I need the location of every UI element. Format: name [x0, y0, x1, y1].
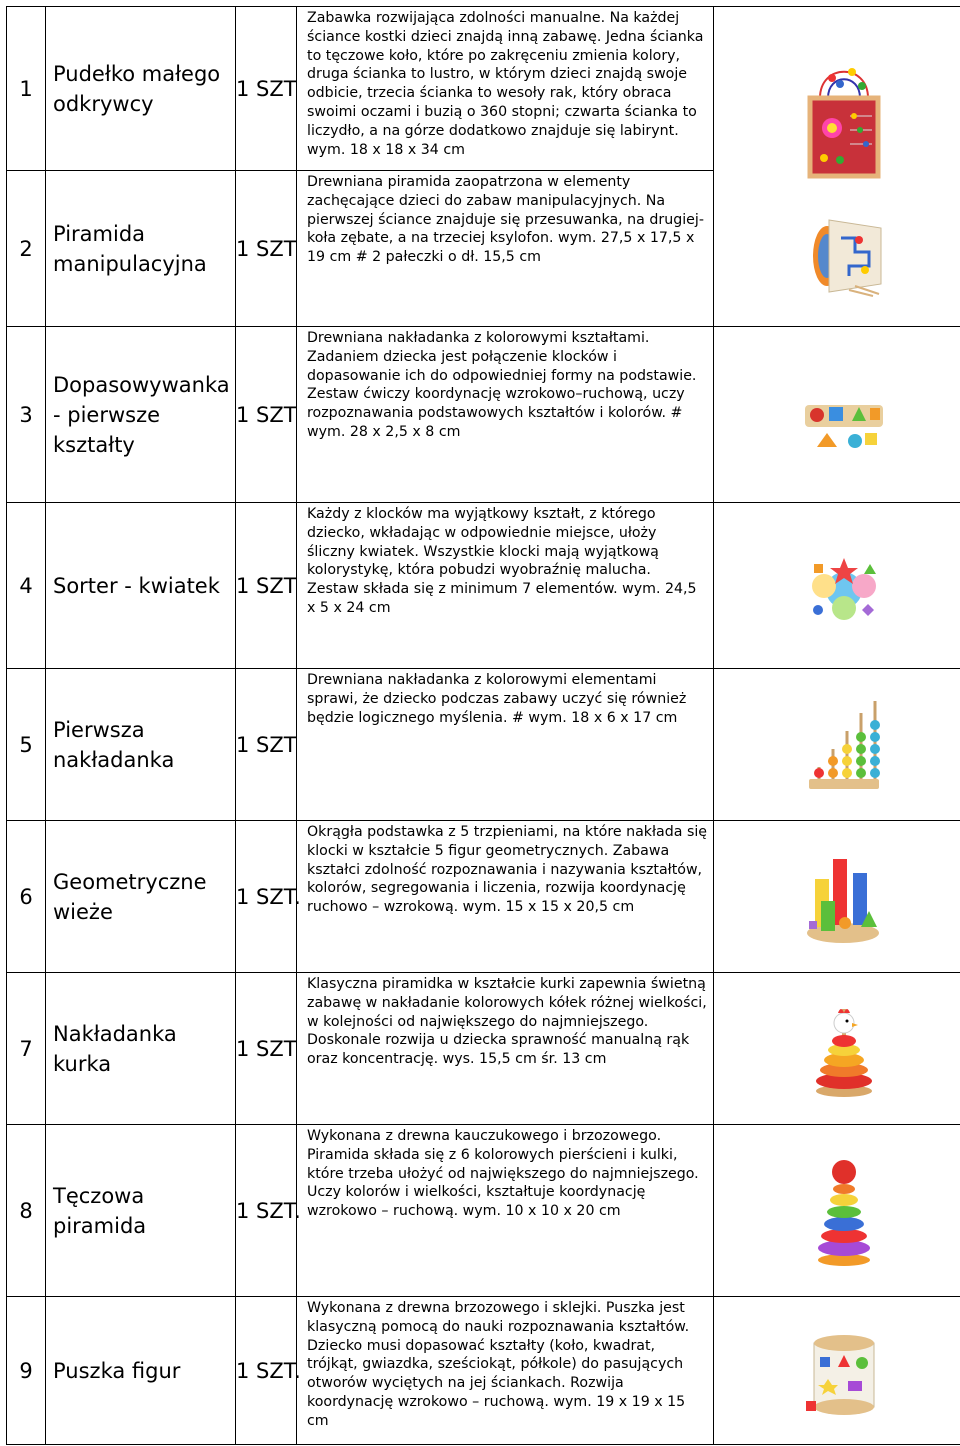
- table-row: [7, 1297, 960, 1445]
- product-image-cell: [714, 1125, 960, 1297]
- product-image-cell: [714, 669, 960, 821]
- quantity: 1 SZT: [236, 7, 297, 171]
- product-description: Wykonana z drewna kauczukowego i brzozowego. Piramida składa się z 6 kolorowych pierścieni i kulki, które trzeba ułożyć od największego do najmniejszego. Uczy kolorów i wielkości, kształtuje koordynację wzrokowo – ruchową. wym. 10 x 10 x 20 cm: [297, 1125, 714, 1297]
- row-number: 3: [7, 327, 46, 503]
- product-image-cell: [714, 821, 960, 973]
- product-name: Piramida manipulacyjna: [46, 171, 236, 327]
- row-number: 4: [7, 503, 46, 669]
- product-image-cell: [714, 7, 960, 327]
- quantity: 1 SZT: [236, 503, 297, 669]
- product-name: Puszka figur: [46, 1297, 236, 1445]
- table-row: [7, 503, 960, 669]
- product-name: Pierwsza nakładanka: [46, 669, 236, 821]
- activity-cube-image: [802, 58, 886, 180]
- product-description: Klasyczna piramidka w kształcie kurki zapewnia świetną zabawę w nakładanie kolorowych kółek różnej wielkości, w kolejności od największego do najmniejszego. Doskonale rozwija u dziecka sprawność manualną rąk oraz koncentrację. wys. 15,5 cm śr. 13 cm: [297, 973, 714, 1125]
- product-description: Wykonana z drewna brzozowego i sklejki. Puszka jest klasyczną pomocą do nauki rozpoznawania kształtów. Dziecko musi dopasować kształty (koło, kwadrat, trójkąt, gwiazdka, sześciokąt, półkole) do pasujących otworów wyciętych na jej ściankach. Rozwija koordynację wzrokowo – ruchową. wym. 19 x 19 x 15 cm: [297, 1297, 714, 1445]
- table-row: [7, 669, 960, 821]
- product-description: Drewniana nakładanka z kolorowymi elementami sprawi, że dziecko podczas zabawy uczyć się również będzie logicznego myślenia. # wym. 18 x 6 x 17 cm: [297, 669, 714, 821]
- shape-puzzle-image: [803, 377, 885, 453]
- product-description: Zabawka rozwijająca zdolności manualne. Na każdej ściance kostki dzieci znajdą inną zabawę. Jedna ścianka to tęczowe koło, które po zakręceniu zmienia kolory, druga ścianka to lustro, w którym dzieci znajdą swoje odbicie, trzecia ścianka to wesoły rak, który obraca swoimi oczami i buzią o 360 stopni; czwarta ścianka to liczydło, a na górze dodatkowo znajduje się labirynt. wym. 18 x 18 x 34 cm: [297, 7, 714, 171]
- product-description: Drewniana piramida zaopatrzona w elementy zachęcające dzieci do zabaw manipulacyjnych. Na pierwszej ściance znajduje się przesuwanka, na drugiej- koła zębate, a na trzeciej ksylofon. wym. 27,5 x 17,5 x 19 cm # 2 pałeczki o dł. 15,5 cm: [297, 171, 714, 327]
- bead-counting-image: [805, 697, 883, 793]
- table-row: [7, 1125, 960, 1297]
- table-row: [7, 327, 960, 503]
- flower-sorter-image: [804, 546, 884, 626]
- hen-stacker-image: [804, 999, 884, 1099]
- quantity: 1 SZT: [236, 669, 297, 821]
- product-description: Okrągła podstawka z 5 trzpieniami, na które nakłada się klocki w kształcie 5 figur geometrycznych. Zabawa kształci zdolność rozpoznawania i nazywania kształtów, kolorów, segregowania i liczenia, rozwija koordynację ruchowo – wzrokową. wym. 15 x 15 x 20,5 cm: [297, 821, 714, 973]
- product-name: Pudełko małego odkrywcy: [46, 7, 236, 171]
- quantity: 1 SZT.: [236, 821, 297, 973]
- geometric-towers-image: [803, 849, 885, 945]
- product-image-cell: [714, 1297, 960, 1445]
- quantity: 1 SZT.: [236, 1297, 297, 1445]
- quantity: 1 SZT: [236, 327, 297, 503]
- product-name: Sorter - kwiatek: [46, 503, 236, 669]
- row-number: 6: [7, 821, 46, 973]
- product-name: Geometryczne wieże: [46, 821, 236, 973]
- product-name: Tęczowa piramida: [46, 1125, 236, 1297]
- product-image-cell: [714, 327, 960, 503]
- product-name: Dopasowywanka - pierwsze kształty: [46, 327, 236, 503]
- manipulation-pyramid-image: [799, 208, 889, 298]
- product-description: Drewniana nakładanka z kolorowymi kształtami. Zadaniem dziecka jest połączenie klocków i dopasowanie ich do odpowiedniej formy na podstawie. Zestaw ćwiczy koordynację wzrokowo–ruchową, uczy rozpoznawania podstawowych kształtów i kolorów. # wym. 28 x 2,5 x 8 cm: [297, 327, 714, 503]
- shape-box-image: [804, 1323, 884, 1419]
- row-number: 7: [7, 973, 46, 1125]
- quantity: 1 SZT.: [236, 1125, 297, 1297]
- product-image-cell: [714, 973, 960, 1125]
- product-name: Nakładanka kurka: [46, 973, 236, 1125]
- row-number: 9: [7, 1297, 46, 1445]
- rainbow-pyramid-image: [809, 1152, 879, 1270]
- table-row: [7, 973, 960, 1125]
- table-row: [7, 7, 960, 171]
- product-image-cell: [714, 503, 960, 669]
- quantity: 1 SZT: [236, 171, 297, 327]
- quantity: 1 SZT: [236, 973, 297, 1125]
- product-description: Każdy z klocków ma wyjątkowy kształt, z którego dziecko, wkładając w odpowiednie miejsce, ułoży śliczny kwiatek. Wszystkie klocki mają wyjątkową kolorystykę, która pobudzi wyobraźnię malucha. Zestaw składa się z minimum 7 elementów. wym. 24,5 x 5 x 24 cm: [297, 503, 714, 669]
- row-number: 5: [7, 669, 46, 821]
- row-number: 2: [7, 171, 46, 327]
- row-number: 1: [7, 7, 46, 171]
- table-row: [7, 821, 960, 973]
- row-number: 8: [7, 1125, 46, 1297]
- product-table: [6, 6, 960, 1445]
